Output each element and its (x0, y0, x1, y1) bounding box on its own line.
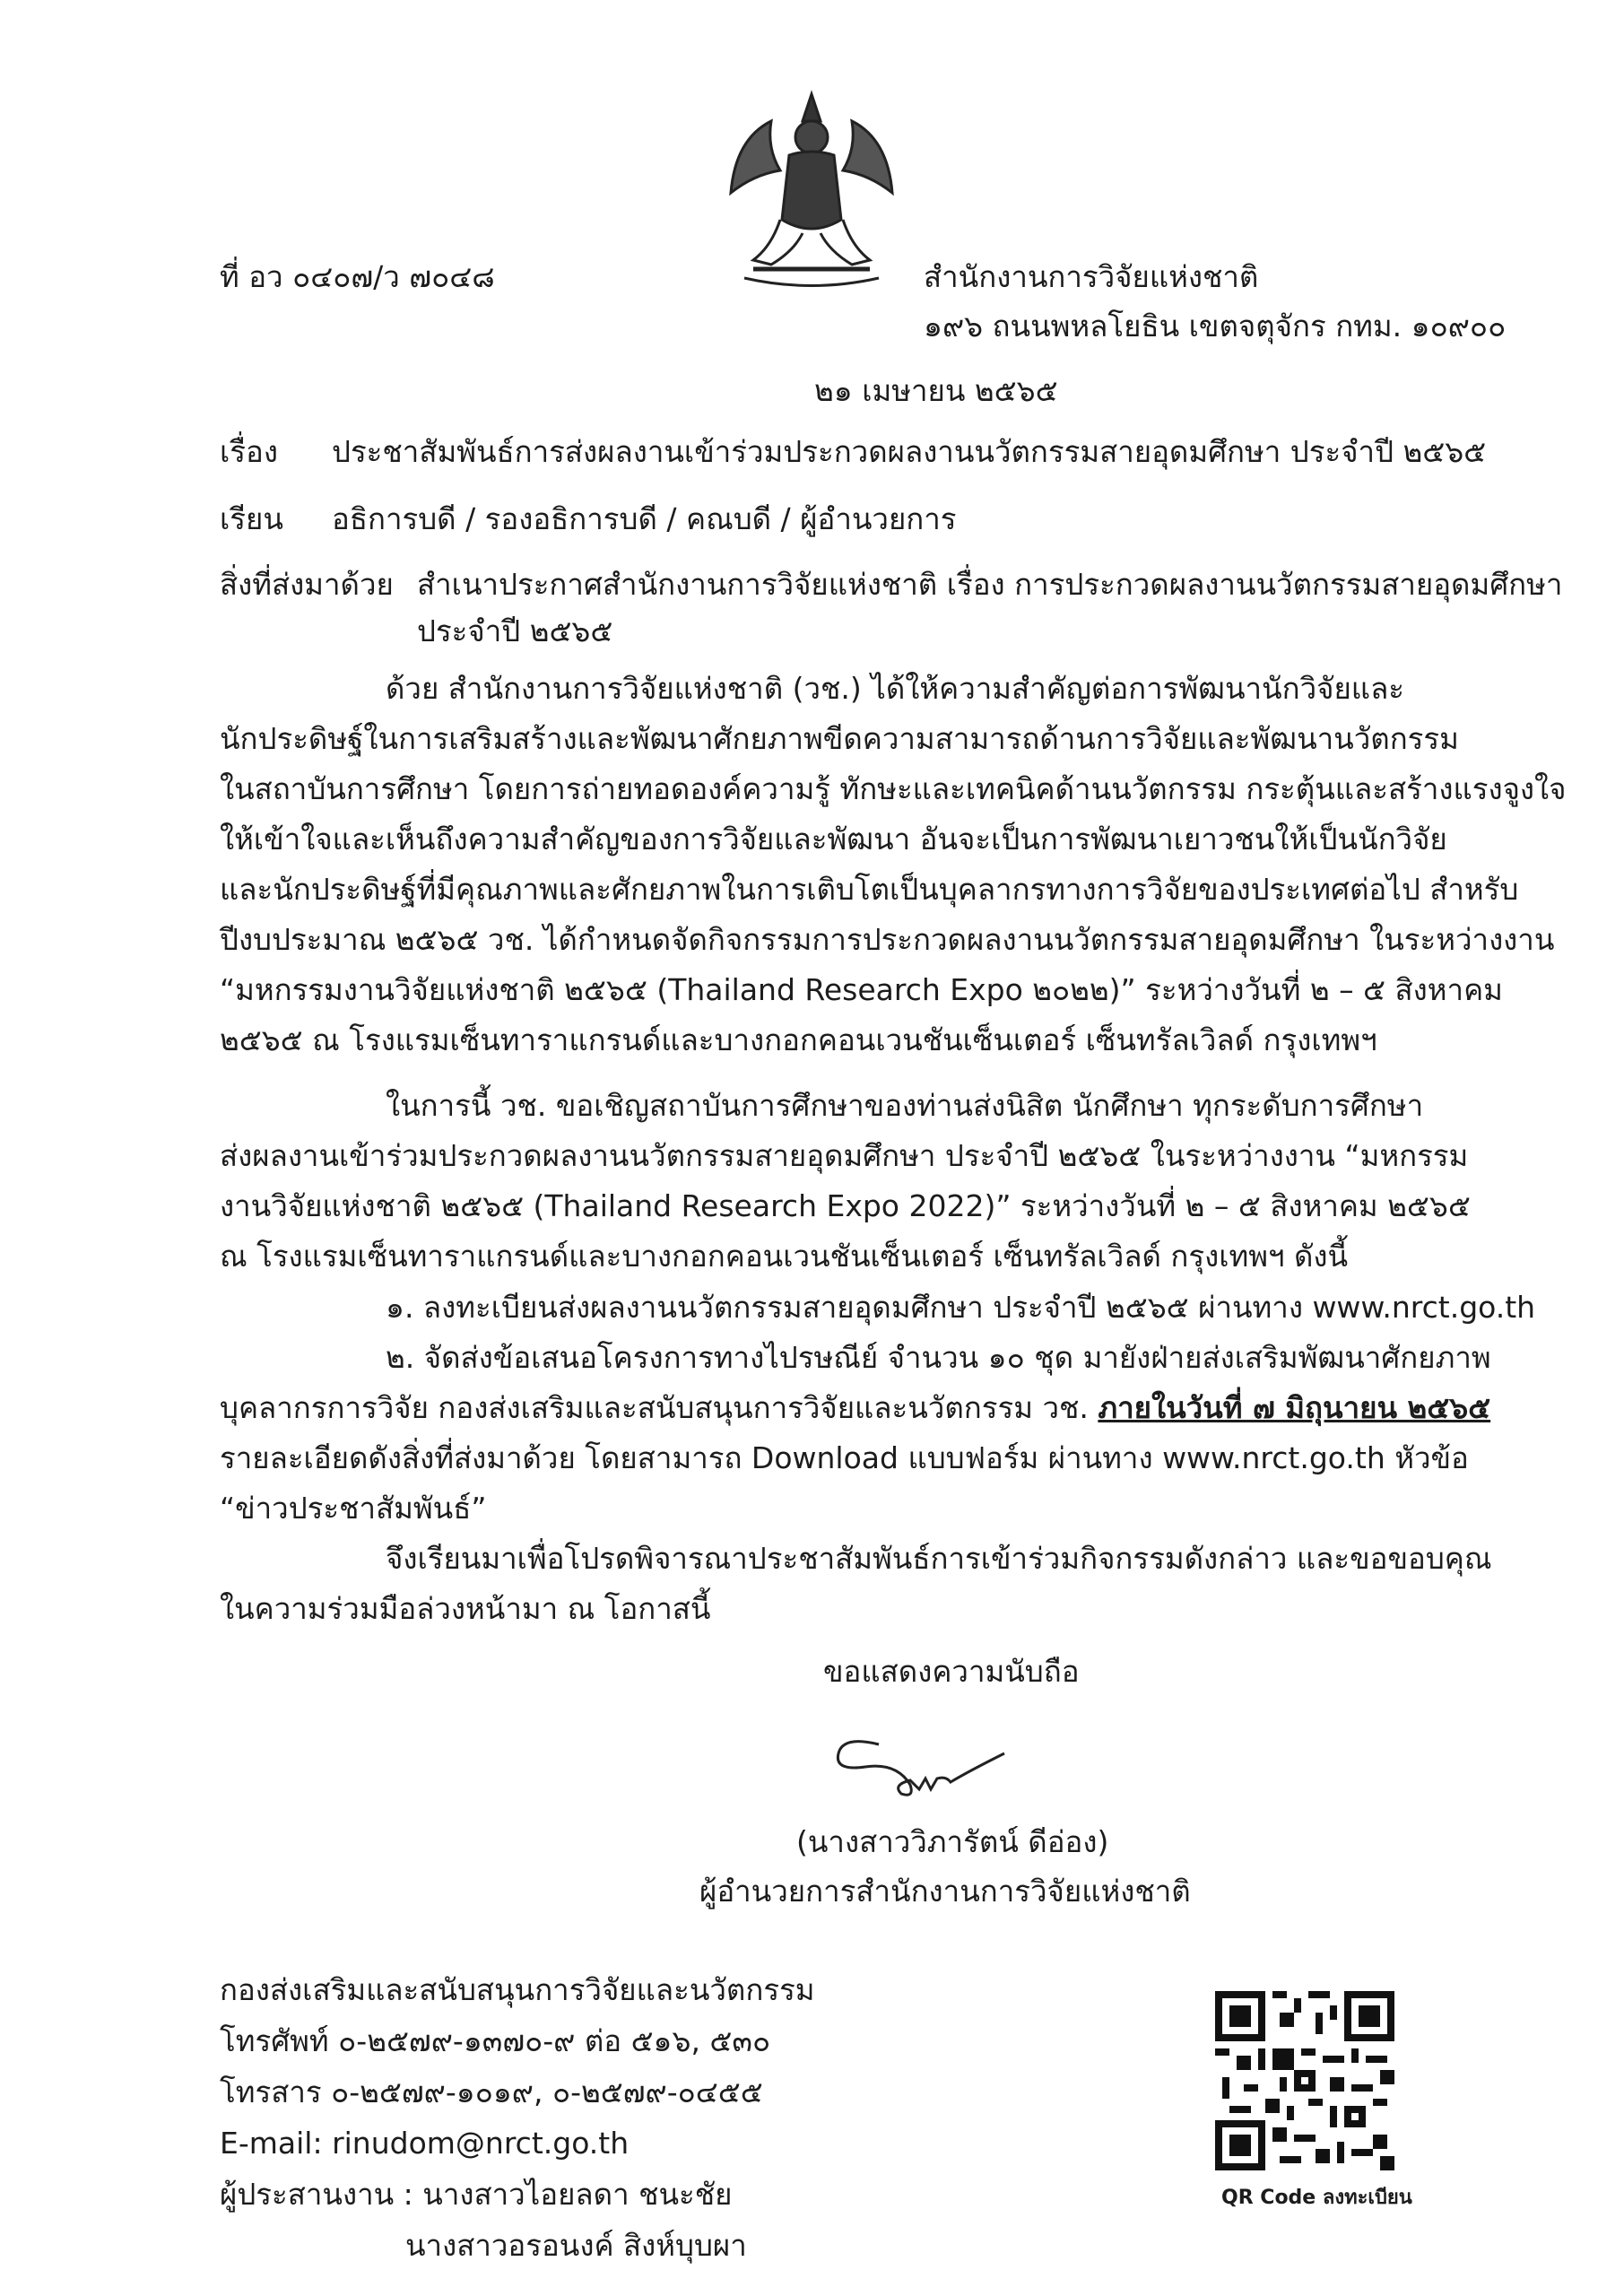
handwritten-signature (825, 1718, 1058, 1807)
subject-label: เรื่อง (220, 434, 278, 469)
recipient-text: อธิการบดี / รองอธิการบดี / คณบดี / ผู้อำนวยการ (332, 501, 957, 536)
submission-deadline: ภายในวันที่ ๗ มิถุนายน ๒๕๖๕ (1098, 1390, 1491, 1425)
closing-line: ในความร่วมมือล่วงหน้ามา ณ โอกาสนี้ (220, 1591, 711, 1626)
paragraph-2 (220, 1081, 1471, 1282)
contact-phone: โทรศัพท์ ๐-๒๕๗๙-๑๓๗๐-๙ ต่อ ๕๑๖, ๕๓๐ (220, 2023, 771, 2058)
org-name: สำนักงานการวิจัยแห่งชาติ (924, 259, 1259, 294)
letter-date: ๒๑ เมษายน ๒๕๖๕ (814, 373, 1058, 408)
paragraph-1-line: และนักประดิษฐ์ที่มีคุณภาพและศักยภาพในการเติบโตเป็นบุคลากรทางการวิจัยของประเทศต่อไป สำหรับ (220, 872, 1519, 907)
list (220, 1283, 1535, 1534)
contact-fax: โทรสาร ๐-๒๕๗๙-๑๐๑๙, ๐-๒๕๗๙-๐๔๕๕ (220, 2074, 763, 2109)
salutation: ขอแสดงความนับถือ (823, 1654, 1080, 1689)
list-item-2-line-4: “ข่าวประชาสัมพันธ์” (220, 1491, 487, 1526)
qr-caption: QR Code ลงทะเบียน (1221, 2187, 1412, 2209)
closing-line: จึงเรียนมาเพื่อโปรดพิจารณาประชาสัมพันธ์การเข้าร่วมกิจกรรมดังกล่าว และขอขอบคุณ (386, 1541, 1492, 1576)
contact-division: กองส่งเสริมและสนับสนุนการวิจัยและนวัตกรรม (220, 1972, 815, 2007)
list-item-2: ๒. จัดส่งข้อเสนอโครงการทางไปรษณีย์ จำนวน ๑๐ ชุด มายังฝ่ายส่งเสริมพัฒนาศักยภาพ (386, 1340, 1491, 1375)
garuda-emblem (717, 85, 906, 291)
enclosure-line-2: ประจำปี ๒๕๖๕ (417, 613, 613, 648)
list-item-2-line-2: บุคลากรการวิจัย กองส่งเสริมและสนับสนุนการวิจัยและนวัตกรรม วช. (220, 1390, 1099, 1425)
recipient-label: เรียน (220, 501, 283, 536)
contact-coordinator-1: ผู้ประสานงาน : นางสาวไอยลดา ชนะชัย (220, 2177, 733, 2212)
paragraph-1-line: ด้วย สำนักงานการวิจัยแห่งชาติ (วช.) ได้ให้ความสำคัญต่อการพัฒนานักวิจัยและ (386, 671, 1405, 706)
paragraph-1 (220, 664, 1566, 1065)
reference-number: ที่ อว ๐๔๐๗/ว ๗๐๔๘ (220, 259, 495, 294)
closing-paragraph (220, 1534, 1492, 1634)
paragraph-1-line: ให้เข้าใจและเห็นถึงความสำคัญของการวิจัยและพัฒนา อันจะเป็นการพัฒนาเยาวชนให้เป็นนักวิจัย (220, 822, 1447, 857)
enclosure-label: สิ่งที่ส่งมาด้วย (220, 567, 394, 602)
signatory-name: (นางสาววิภารัตน์ ดีอ่อง) (796, 1824, 1109, 1859)
paragraph-1-line: “มหกรรมงานวิจัยแห่งชาติ ๒๕๖๕ (Thailand Research Expo ๒๐๒๒)” ระหว่างวันที่ ๒ – ๕ สิงหาคม (220, 972, 1503, 1007)
subject-text: ประชาสัมพันธ์การส่งผลงานเข้าร่วมประกวดผลงานนวัตกรรมสายอุดมศึกษา ประจำปี ๒๕๖๕ (332, 434, 1487, 469)
paragraph-2-line: ส่งผลงานเข้าร่วมประกวดผลงานนวัตกรรมสายอุดมศึกษา ประจำปี ๒๕๖๕ ในระหว่างงาน “มหกรรม (220, 1138, 1469, 1173)
paragraph-1-line: ปีงบประมาณ ๒๕๖๕ วช. ได้กำหนดจัดกิจกรรมการประกวดผลงานนวัตกรรมสายอุดมศึกษา ในระหว่างงาน (220, 922, 1555, 957)
org-address: ๑๙๖ ถนนพหลโยธิน เขตจตุจักร กทม. ๑๐๙๐๐ (924, 309, 1507, 344)
contact-email: E-mail: rinudom@nrct.go.th (220, 2126, 630, 2161)
list-item-1: ๑. ลงทะเบียนส่งผลงานนวัตกรรมสายอุดมศึกษา ประจำปี ๒๕๖๕ ผ่านทาง www.nrct.go.th (386, 1290, 1536, 1325)
paragraph-2-line: ในการนี้ วช. ขอเชิญสถาบันการศึกษาของท่านส่งนิสิต นักศึกษา ทุกระดับการศึกษา (386, 1088, 1424, 1123)
paragraph-2-line: งานวิจัยแห่งชาติ ๒๕๖๕ (Thailand Research Expo 2022)” ระหว่างวันที่ ๒ – ๕ สิงหาคม ๒๕๖๕ (220, 1188, 1471, 1223)
list-item-2-line-3: รายละเอียดดังสิ่งที่ส่งมาด้วย โดยสามารถ Download แบบฟอร์ม ผ่านทาง www.nrct.go.th หัวข้อ (220, 1440, 1469, 1475)
signatory-position: ผู้อำนวยการสำนักงานการวิจัยแห่งชาติ (699, 1874, 1191, 1909)
paragraph-1-line: นักประดิษฐ์ในการเสริมสร้างและพัฒนาศักยภาพขีดความสามารถด้านการวิจัยและพัฒนานวัตกรรม (220, 721, 1459, 756)
paragraph-1-line: ๒๕๖๕ ณ โรงแรมเซ็นทาราแกรนด์และบางกอกคอนเวนชันเซ็นเตอร์ เซ็นทรัลเวิลด์ กรุงเทพฯ (220, 1022, 1377, 1057)
qr-code[interactable] (1215, 1991, 1394, 2170)
enclosure-line-1: สำเนาประกาศสำนักงานการวิจัยแห่งชาติ เรื่อง การประกวดผลงานนวัตกรรมสายอุดมศึกษา (417, 567, 1563, 602)
contact-coordinator-2: นางสาวอรอนงค์ สิงห์บุบผา (405, 2228, 747, 2263)
paragraph-2-line: ณ โรงแรมเซ็นทาราแกรนด์และบางกอกคอนเวนชันเซ็นเตอร์ เซ็นทรัลเวิลด์ กรุงเทพฯ ดังนี้ (220, 1239, 1349, 1274)
paragraph-1-line: ในสถาบันการศึกษา โดยการถ่ายทอดองค์ความรู้ ทักษะและเทคนิคด้านนวัตกรรม กระตุ้นและสร้างแรงจูงใจ (220, 771, 1567, 806)
